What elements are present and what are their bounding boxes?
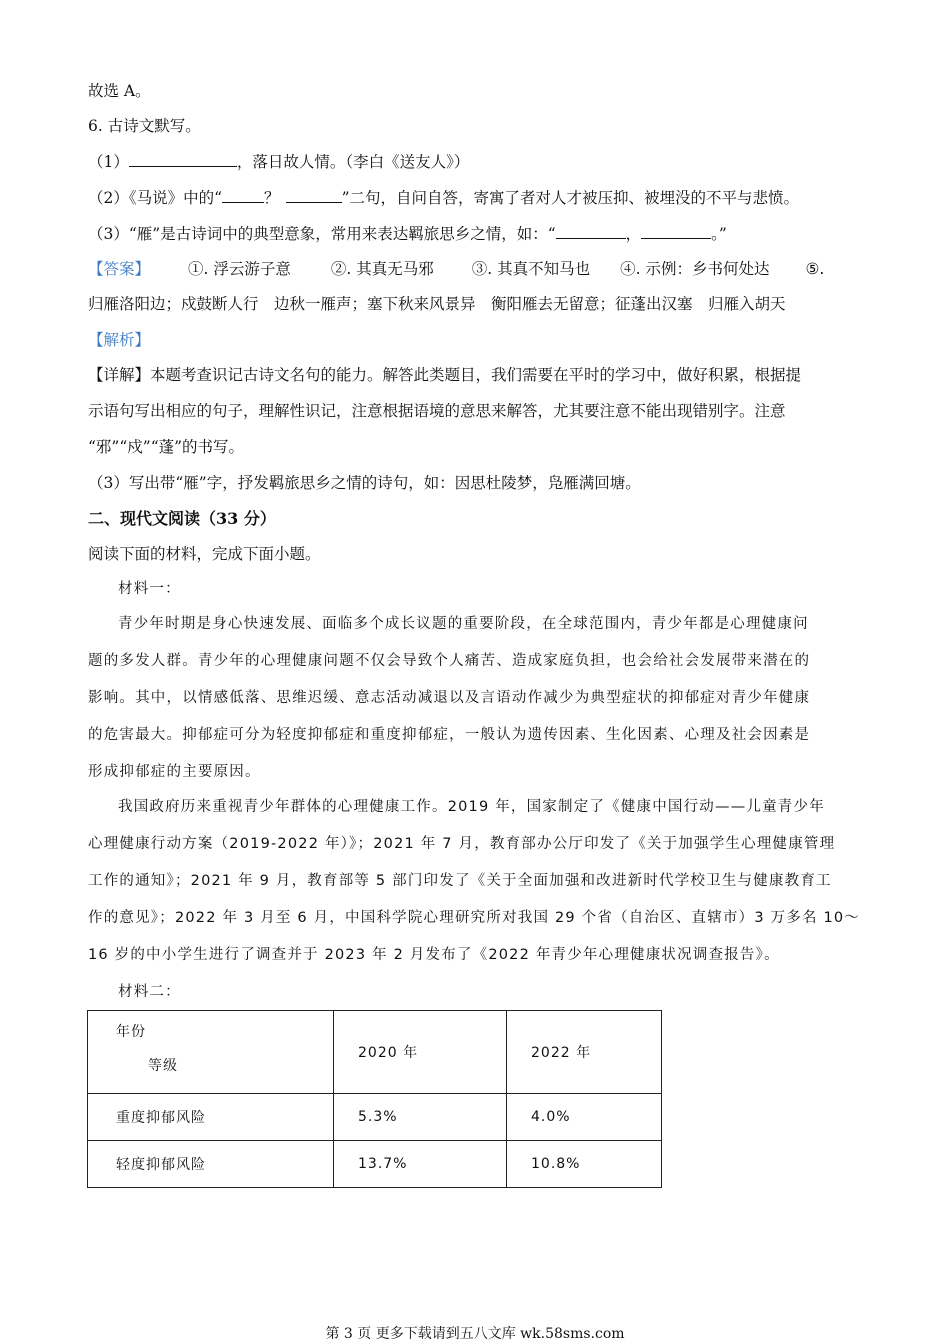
cell-2020: 5.3% <box>334 1094 507 1141</box>
question-6-item-3 <box>88 222 727 245</box>
item1-suffix: ，落日故人情。（李白《送友人》） <box>236 153 470 171</box>
depression-risk-table <box>87 1010 662 1188</box>
material-1-p1-line-3: 影响。其中，以情感低落、思维迟缓、意志活动减退以及言语动作减少为典型症状的抑郁症对青少年健康 <box>88 690 811 706</box>
cell-2022: 4.0% <box>507 1094 662 1141</box>
material-1-p1-line-2: 题的多发人群。青少年的心理健康问题不仅会导致个人痛苦、造成家庭负担，也会给社会发展带来潜在的 <box>88 653 811 669</box>
table-corner-cell <box>88 1011 334 1094</box>
answer-2: ②. 其真无马邪 <box>330 260 434 278</box>
material-1-p1-line-1: 青少年时期是身心快速发展、面临多个成长议题的重要阶段，在全球范围内，青少年都是心理健康问 <box>118 616 809 632</box>
material-1-p1-line-5: 形成抑郁症的主要原因。 <box>88 764 261 780</box>
table-header-row <box>88 1011 662 1094</box>
detail-line-2: 示语句写出相应的句子，理解性识记，注意根据语境的意思来解答，尤其要注意不能出现错别字。注意 <box>88 402 786 420</box>
answer-3: ③. 其真不知马也 <box>471 260 591 278</box>
answer-1: ①. 浮云游子意 <box>188 260 291 278</box>
blank-5 <box>641 222 711 239</box>
answer-line-2: 归雁洛阳边；戍鼓断人行 边秋一雁声；塞下秋来风景异 衡阳雁去无留意；征蓬出汉塞 归雁入胡天 <box>88 295 786 313</box>
column-header-2020: 2020 年 <box>334 1011 507 1094</box>
column-header-2022: 2022 年 <box>507 1011 662 1094</box>
row-label: 重度抑郁风险 <box>88 1094 334 1141</box>
detail-item-3: （3）写出带“雁”字，抒发羁旅思乡之情的诗句，如：因思杜陵梦，凫雁满回塘。 <box>88 474 641 492</box>
item2-suffix: ”二句，自问自答，寄寓了者对人才被压抑、被埋没的不平与悲愤。 <box>341 189 799 207</box>
answer-4: ④. 示例：乡书何处达 <box>620 260 770 278</box>
conclusion-line: 故选 A。 <box>88 82 151 100</box>
row-label: 轻度抑郁风险 <box>88 1141 334 1188</box>
material-1-label: 材料一： <box>118 581 181 597</box>
analysis-tag: 【解析】 <box>88 331 151 349</box>
answer-5: ⑤. <box>805 260 825 278</box>
blank-2 <box>222 186 264 203</box>
corner-year-label: 年份 <box>116 1024 146 1040</box>
blank-1 <box>129 150 237 167</box>
item3-mid: ， <box>625 225 642 243</box>
blank-3 <box>286 186 342 203</box>
table-row <box>88 1094 662 1141</box>
material-1-p2-line-2: 心理健康行动方案（2019-2022 年）》；2021 年 7 月，教育部办公厅印发了《关于加强学生心理健康管理 <box>88 836 836 852</box>
question-6-title: 6. 古诗文默写。 <box>88 117 201 135</box>
material-1-p2-line-5: 16 岁的中小学生进行了调查并于 2023 年 2 月发布了《2022 年青少年心理健康状况调查报告》。 <box>88 947 780 963</box>
page-footer: 第 3 页 更多下载请到五八文库 wk.58sms.com <box>325 1326 625 1342</box>
question-6-item-1 <box>88 150 469 173</box>
material-2-label: 材料二： <box>118 984 181 1000</box>
blank-4 <box>556 222 626 239</box>
material-1-p2-line-4: 作的意见》；2022 年 3 月至 6 月，中国科学院心理研究所对我国 29 个省（自治区、直辖市）3 万多名 10～ <box>88 910 861 926</box>
answer-tag: 【答案】 <box>88 260 151 278</box>
corner-level-label: 等级 <box>148 1058 178 1074</box>
detail-line-3: “邪”“戍”“蓬”的书写。 <box>88 438 245 456</box>
answer-line-1 <box>88 258 824 280</box>
material-1-p2-line-1: 我国政府历来重视青少年群体的心理健康工作。2019 年，国家制定了《健康中国行动——儿童青少年 <box>118 799 825 815</box>
detail-line-1: 【详解】本题考查识记古诗文名句的能力。解答此类题目，我们需要在平时的学习中，做好积累，根据提 <box>88 366 802 384</box>
section-heading: 二、现代文阅读（33 分） <box>88 509 276 528</box>
item1-prefix: （1） <box>88 153 129 171</box>
table-row <box>88 1141 662 1188</box>
item2-prefix: （2）《马说》中的“ <box>88 189 223 207</box>
item3-prefix: （3）“雁”是古诗词中的典型意象，常用来表达羁旅思乡之情，如：“ <box>88 225 556 243</box>
material-1-p2-line-3: 工作的通知》；2021 年 9 月，教育部等 5 部门印发了《关于全面加强和改进新时代学校卫生与健康教育工 <box>88 873 832 889</box>
section-instruction: 阅读下面的材料，完成下面小题。 <box>88 545 321 563</box>
material-1-p1-line-4: 的危害最大。抑郁症可分为轻度抑郁症和重度抑郁症，一般认为遗传因素、生化因素、心理及社会因素是 <box>88 727 811 743</box>
cell-2022: 10.8% <box>507 1141 662 1188</box>
item3-suffix: 。” <box>711 225 727 243</box>
item2-mid: ？ <box>264 189 280 207</box>
cell-2020: 13.7% <box>334 1141 507 1188</box>
question-6-item-2 <box>88 186 799 209</box>
